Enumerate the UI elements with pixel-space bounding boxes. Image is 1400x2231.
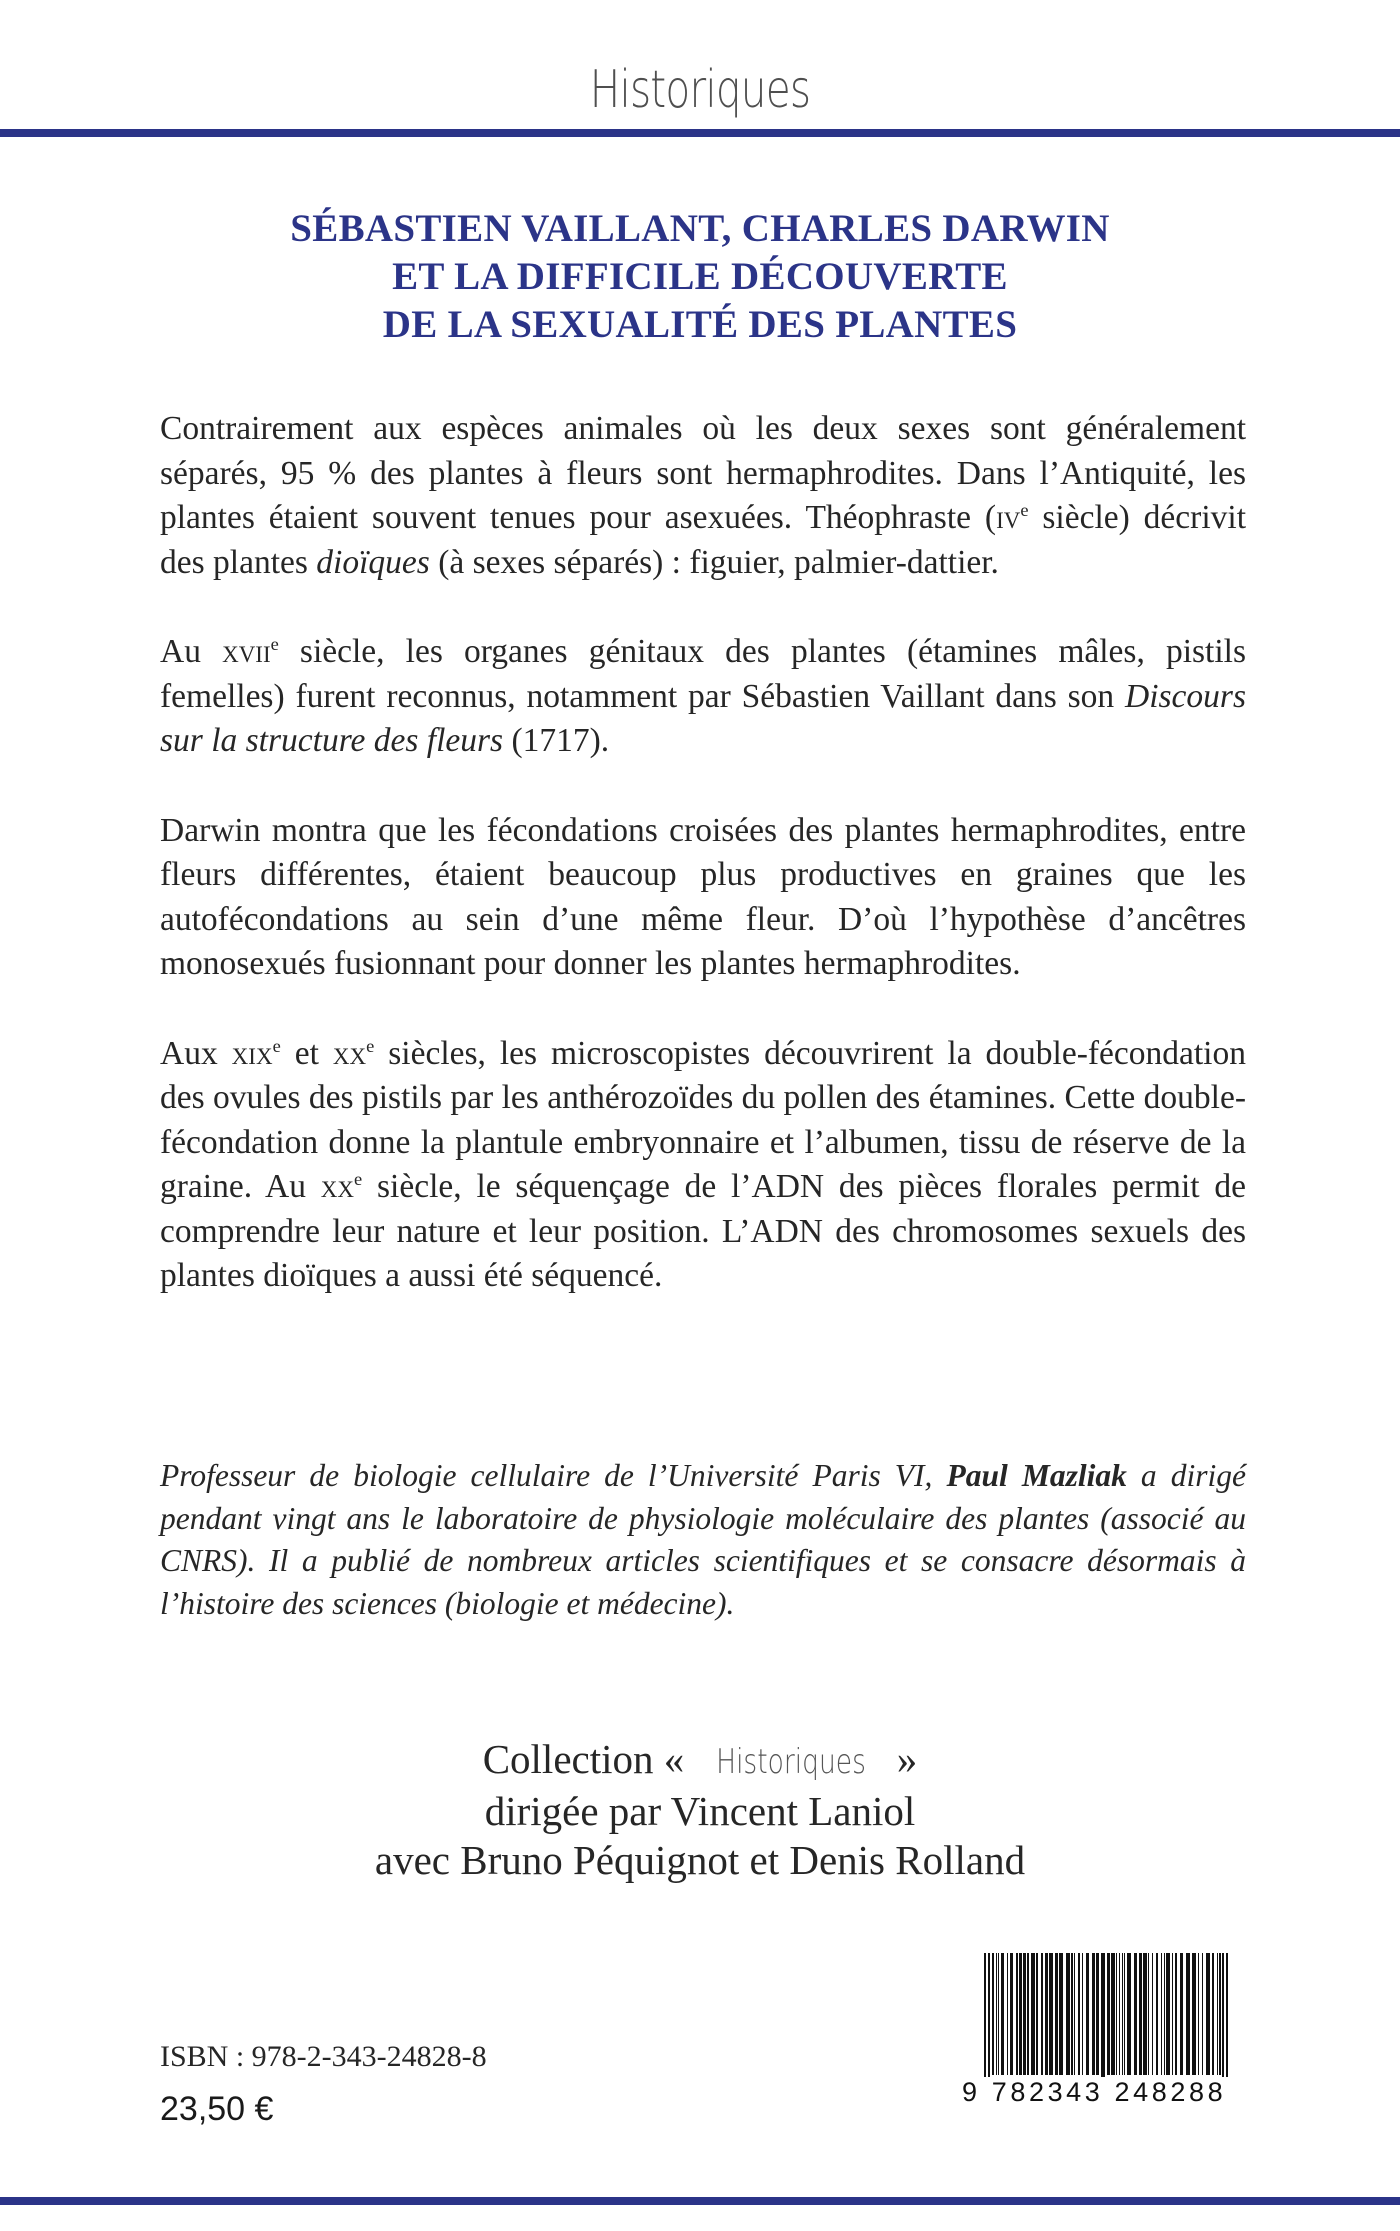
barcode-bar	[1172, 1953, 1173, 2075]
title-line-1: SÉBASTIEN VAILLANT, CHARLES DARWIN	[290, 207, 1110, 250]
barcode-bar	[1082, 1953, 1083, 2075]
barcode-bar	[1116, 1953, 1117, 2075]
paragraph-3: Darwin montra que les fécondations croisées des plantes hermaphrodites, entre fleurs différentes, étaient beaucoup plus productives en graines que les autofécondations au sein d’une même fleur. D’où l’hypothèse d’ancêtres monosexués fusionnant pour donner les plantes hermaphrodites.	[160, 811, 1246, 982]
barcode-bar	[1027, 1953, 1029, 2075]
barcode-bar	[1124, 1953, 1125, 2075]
barcode-bar	[1202, 1953, 1203, 2075]
barcode-bar	[1139, 1953, 1142, 2075]
barcode-bar	[1086, 1953, 1089, 2075]
barcode-bar	[1219, 1953, 1221, 2075]
top-rule	[0, 129, 1400, 137]
barcode-bar	[1161, 1953, 1162, 2075]
barcode-bar	[1049, 1953, 1053, 2075]
barcode-bar	[1175, 1953, 1177, 2075]
barcode-bar	[1001, 1953, 1004, 2075]
barcode-bar	[1010, 1953, 1013, 2075]
barcode-bar	[1078, 1953, 1080, 2075]
barcode-bar	[1122, 1953, 1123, 2075]
title-line-3: DE LA SEXUALITÉ DES PLANTES	[382, 303, 1018, 346]
barcode-bar	[1092, 1953, 1095, 2075]
price: 23,50 €	[160, 2090, 274, 2128]
barcode-bar	[1166, 1953, 1170, 2075]
summary	[160, 407, 1246, 1344]
barcode-bar	[1164, 1953, 1165, 2075]
barcode-bar	[1127, 1953, 1131, 2075]
barcode-bar	[1152, 1953, 1153, 2075]
paragraph-4: Aux xix$^e$ et $xx^e$ siècles, les microscopistes découvrirent la double-fécondation des ovules des pistils par les anthérozoïdes du pollen des étamines. Cette double-fécondation donne la plantule embryonnaire et l’albumen, tissu de réserve de la graine. Au $xx^e$ siècle, le séquençage de l’ADN des pièces florales permit de comprendre leur nature et leur position. L’ADN des chromosomes sexuels des plantes dioïques a aussi été séquencé.	[160, 1034, 1247, 1294]
collection-line-2: dirigée par Vincent Laniol	[484, 1788, 916, 1834]
barcode-bar	[1066, 1953, 1070, 2075]
barcode-bar	[998, 1953, 999, 2075]
barcode-bar	[1186, 1953, 1190, 2075]
paragraph-2: Au xvii$^e$ siècle, les organes génitaux des plantes (étamines mâles, pistils femelles) furent reconnus, notamment par Sébastien Vaillant dans son Discours sur la structure des fleurs (1717).	[160, 633, 1247, 759]
barcode-bar	[1045, 1953, 1048, 2075]
barcode-bar	[1019, 1953, 1022, 2075]
barcode-bar	[1059, 1953, 1063, 2075]
barcode-bar	[1031, 1953, 1035, 2075]
barcode-bar	[1107, 1953, 1110, 2075]
barcode-bar	[1041, 1953, 1043, 2075]
barcode-bar	[1023, 1953, 1026, 2075]
barcode-bar	[1071, 1953, 1073, 2075]
barcode-bar	[1217, 1953, 1218, 2075]
barcode-bar	[1143, 1953, 1147, 2075]
paragraph-1: Contrairement aux espèces animales où les deux sexes sont généralement séparés, 95 % des plantes à fleurs sont hermaphrodites. Dans l’Antiquité, les plantes étaient souvent tenues pour asexuées. Théophraste ($iv^e$ siècle) décrivit des plantes dioïques (à sexes séparés) : figuier, palmier-dattier.	[160, 410, 1246, 581]
barcode-bar	[1119, 1953, 1120, 2075]
barcode-bar	[1156, 1953, 1158, 2075]
barcode-bar	[1007, 1953, 1008, 2075]
barcode-bar	[1212, 1953, 1214, 2075]
title-line-2: ET LA DIFFICILE DÉCOUVERTE	[392, 255, 1008, 298]
collection-series-logo: Historiques	[715, 1742, 866, 1782]
author-bio: Professeur de biologie cellulaire de l’Université Paris VI, Paul Mazliak a dirigé pendant vingt ans le laboratoire de physiologie moléculaire des plantes (associé au CNRS). Il a publié de nombreux articles scientifiques et se consacre désormais à l’histoire des sciences (biologie et médecine).	[160, 1458, 1246, 1621]
barcode-bar	[1096, 1953, 1099, 2075]
barcode-bar	[996, 1953, 997, 2075]
barcode-number: 9 782343 248288	[962, 2077, 1252, 2108]
barcode-bar	[1016, 1953, 1018, 2075]
collection-info	[0, 1735, 1400, 1885]
barcode-bar	[1206, 1953, 1210, 2075]
barcode-bar	[1192, 1953, 1196, 2075]
barcode-bar	[1148, 1953, 1149, 2075]
barcode-bar	[1074, 1953, 1075, 2075]
author-name: Paul Mazliak	[946, 1458, 1127, 1493]
collection-line-1: Collection « Historiques »	[0, 1735, 1400, 1787]
isbn: ISBN : 978-2-343-24828-8	[160, 2040, 487, 2073]
barcode-bar	[1180, 1953, 1183, 2075]
barcode-bar	[1036, 1953, 1038, 2075]
barcode-bar	[1055, 1953, 1058, 2075]
bottom-rule	[0, 2197, 1400, 2205]
barcode-bar	[1111, 1953, 1115, 2075]
barcode-bar	[992, 1953, 994, 2075]
barcode-bar	[1198, 1953, 1199, 2075]
collection-line-3: avec Bruno Péquignot et Denis Rolland	[374, 1837, 1026, 1883]
barcode-bar	[1134, 1953, 1137, 2075]
book-title	[0, 205, 1400, 349]
series-logo: Historiques	[589, 60, 811, 120]
